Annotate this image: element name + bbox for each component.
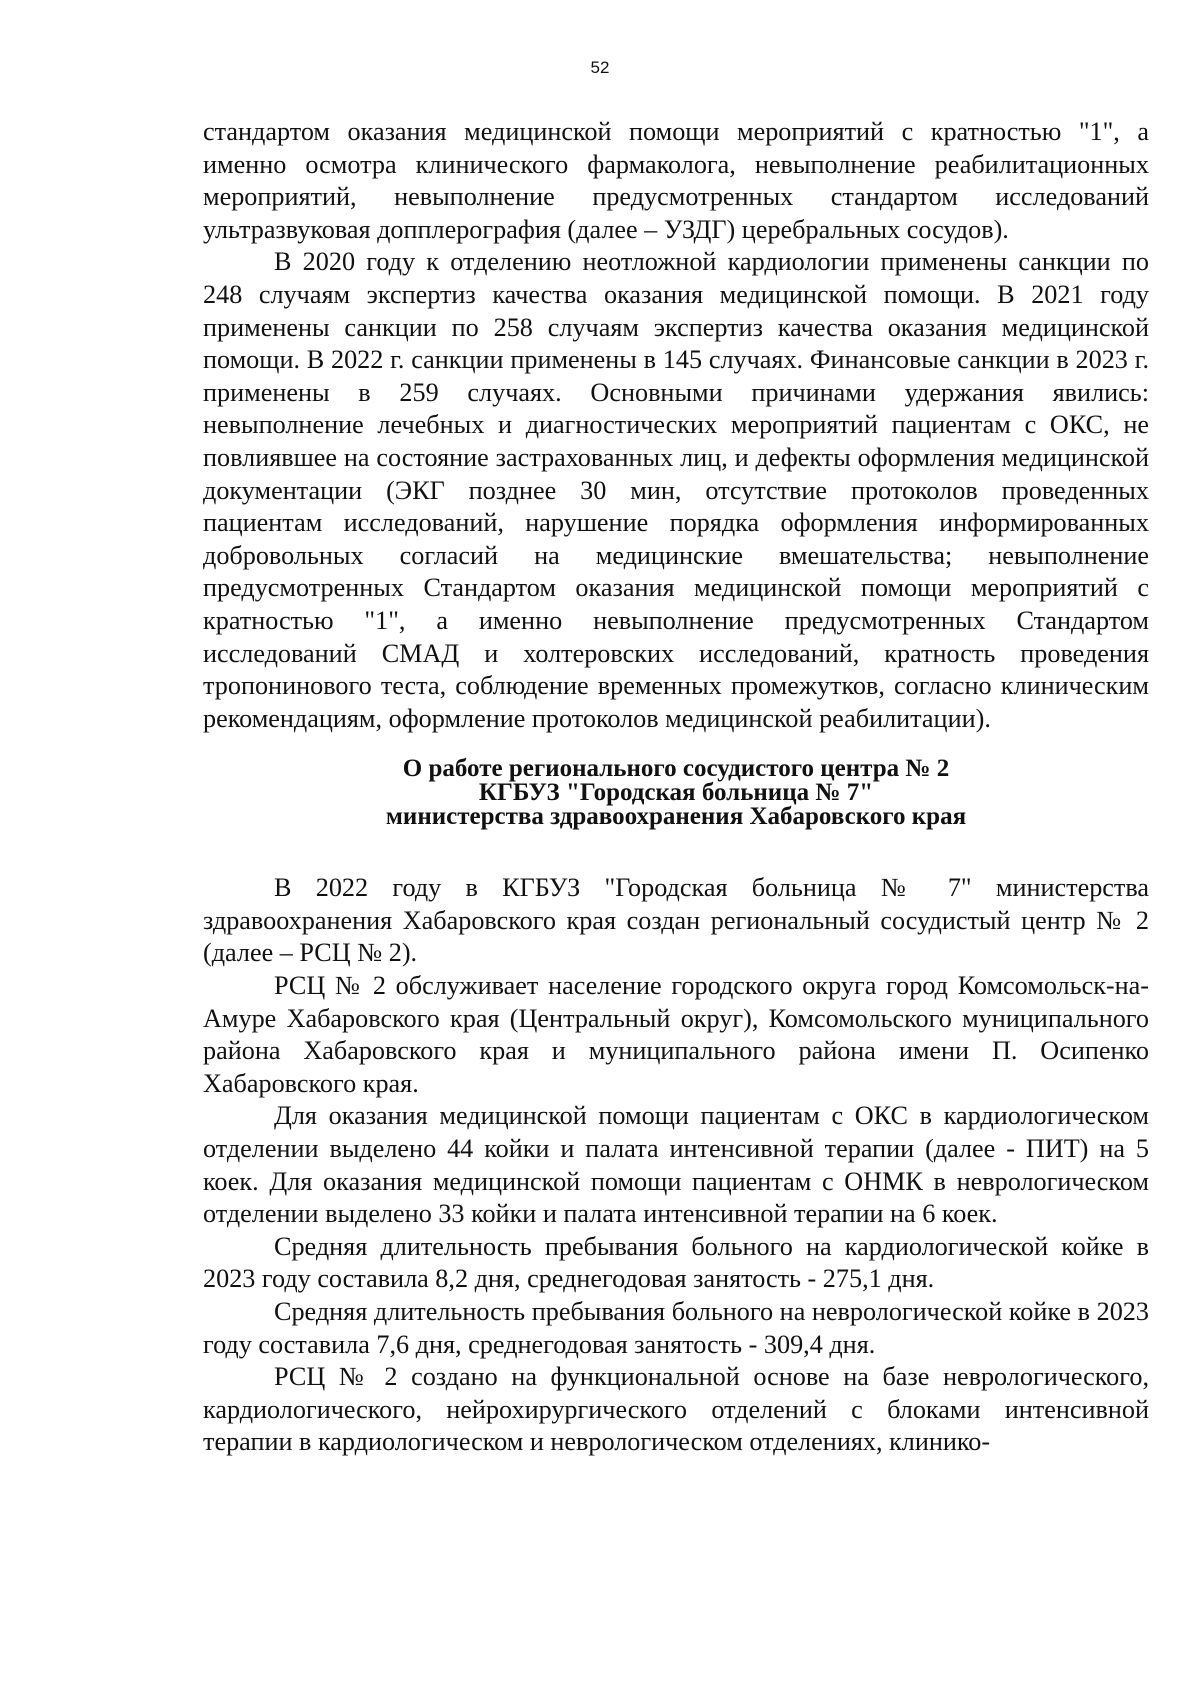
- paragraph-beds: Для оказания медицинской помощи пациентам с ОКС в кардиологическом отделении выделено 44 койки и палата интенсивной терапии (далее - ПИТ) на 5 коек. Для оказания медицинской помощи пациентам с ОНМК в неврологическом отделении выделено 33 койки и палата интенсивной терапии на 6 коек.: [203, 1101, 1149, 1229]
- paragraph-cardio-stay: Средняя длительность пребывания больного на кардиологической койке в 2023 году составила 8,2 дня, среднегодовая занятость - 275,1 дня.: [203, 1231, 1149, 1294]
- section-heading: [203, 757, 1149, 829]
- paragraph-functional-basis: РСЦ № 2 создано на функциональной основе на базе неврологического, кардиологического, нейрохирургического отделений с блоками интенсивной терапии в кардиологическом и неврологическом отделениях, клинико-: [203, 1362, 1149, 1457]
- section-heading-line-2: КГБУЗ "Городская больница № 7": [478, 779, 874, 807]
- paragraph-neuro-stay: Средняя длительность пребывания больного на неврологической койке в 2023 году составила 7,6 дня, среднегодовая занятость - 309,4 дня.: [203, 1297, 1149, 1359]
- paragraph-service-area: РСЦ № 2 обслуживает население городского округа город Комсомольск-на-Амуре Хабаровского края (Центральный округ), Комсомольского муниципального района Хабаровского края и муниципального района имени П. Осипенко Хабаровского края.: [203, 971, 1149, 1098]
- section-heading-line-1: О работе регионального сосудистого центра № 2: [402, 755, 950, 783]
- page-number: 52: [590, 58, 610, 77]
- paragraph-continuation: стандартом оказания медицинской помощи мероприятий с кратностью "1", а именно осмотра клинического фармаколога, невыполнение реабилитационных мероприятий, невыполнение предусмотренных стандартом исследований ультразвуковая допплерография (далее – УЗДГ) церебральных сосудов).: [203, 117, 1149, 244]
- paragraph-center-created: В 2022 году в КГБУЗ "Городская больница № 7" министерства здравоохранения Хабаровского края создан региональный сосудистый центр № 2 (далее – РСЦ № 2).: [203, 873, 1149, 968]
- document-body: [203, 116, 1149, 1459]
- section-heading-line-3: министерства здравоохранения Хабаровского края: [385, 803, 967, 831]
- paragraph-sanctions: В 2020 году к отделению неотложной кардиологии применены санкции по 248 случаям экспертиз качества оказания медицинской помощи. В 2021 году применены санкции по 258 случаям экспертиз качества оказания медицинской помощи. В 2022 г. санкции применены в 145 случаях. Финансовые санкции в 2023 г. применены в 259 случаях. Основными причинами удержания явились: невыполнение лечебных и диагностических мероприятий пациентам с ОКС, не повлиявшее на состояние застрахованных лиц, и дефекты оформления медицинской документации (ЭКГ позднее 30 мин, отсутствие протоколов проведенных пациентам исследований, нарушение порядка оформления информированных добровольных согласий на медицинские вмешательства; невыполнение предусмотренных Стандартом оказания медицинской помощи мероприятий с кратностью "1", а именно невыполнение предусмотренных Стандартом исследований СМАД и холтеровских исследований, кратность проведения тропонинового теста, соблюдение временных промежутков, согласно клиническим рекомендациям, оформление протоколов медицинской реабилитации).: [203, 247, 1149, 733]
